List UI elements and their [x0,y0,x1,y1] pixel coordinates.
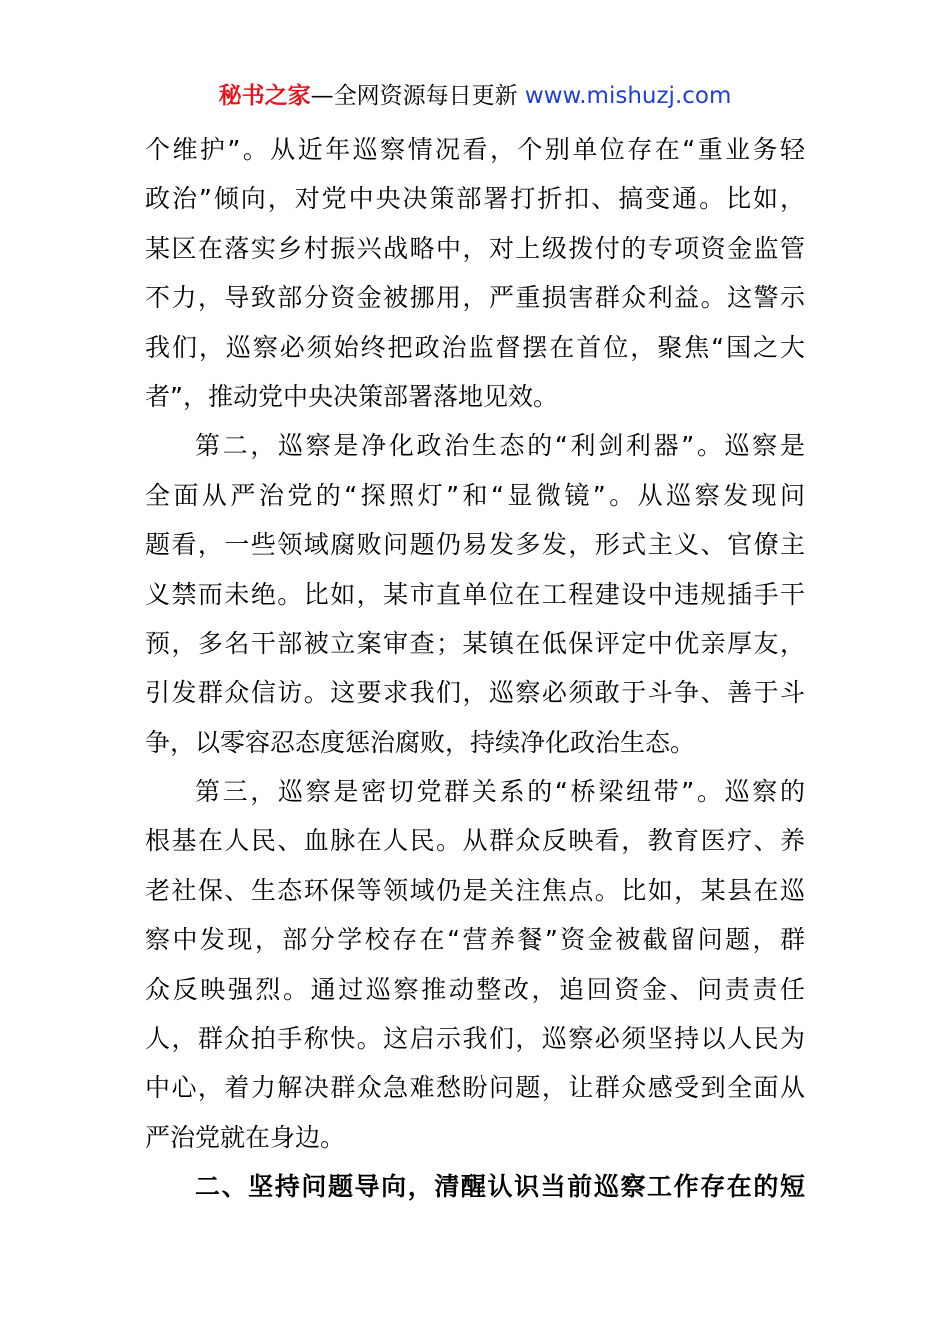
text-line: 根基在人民、血脉在人民。从群众反映看，教育医疗、养 [145,826,805,856]
text-line: 老社保、生态环保等领域仍是关注焦点。比如，某县在巡 [145,875,805,905]
text-line: 义禁而未绝。比如，某市直单位在工程建设中违规插手干 [145,579,805,609]
text-line: 不力，导致部分资金被挪用，严重损害群众利益。这警示 [145,283,805,313]
text-line: 察中发现，部分学校存在“营养餐”资金被截留问题，群 [145,925,805,955]
header-tagline: —全网资源每日更新 [310,83,518,109]
heading-line: 二、坚持问题导向，清醒认识当前巡察工作存在的短 [195,1172,805,1202]
paragraph-third-point [145,767,805,1162]
paragraph-second-point [145,421,805,767]
text-line: 政治”倾向，对党中央决策部署打折扣、搞变通。比如， [145,184,805,214]
text-line: 题看，一些领域腐败问题仍易发多发，形式主义、官僚主 [145,530,805,560]
text-line: 某区在落实乡村振兴战略中，对上级拨付的专项资金监管 [145,233,805,263]
text-line: 第二，巡察是净化政治生态的“利剑利器”。巡察是 [195,431,805,461]
text-line: 者”，推动党中央决策部署落地见效。 [145,381,558,411]
text-line: 中心，着力解决群众急难愁盼问题，让群众感受到全面从 [145,1073,805,1103]
text-line: 引发群众信访。这要求我们，巡察必须敢于斗争、善于斗 [145,678,805,708]
text-line: 全面从严治党的“探照灯”和“显微镜”。从巡察发现问 [145,480,805,510]
site-url-link[interactable]: www.mishuzj.com [524,83,732,109]
text-line: 个维护”。从近年巡察情况看，个别单位存在“重业务轻 [145,135,805,164]
text-line: 争，以零容忍态度惩治腐败，持续净化政治生态。 [145,727,696,757]
text-line: 我们，巡察必须始终把政治监督摆在首位，聚焦“国之大 [145,332,805,362]
text-line: 众反映强烈。通过巡察推动整改，追回资金、问责责任 [145,974,805,1004]
paragraph-continuation [145,125,805,421]
text-line: 第三，巡察是密切党群关系的“桥梁纽带”。巡察的 [195,777,805,807]
text-line: 人，群众拍手称快。这启示我们，巡察必须坚持以人民为 [145,1024,805,1054]
document-body [145,125,805,1212]
brand-name: 秘书之家 [218,83,311,109]
text-line: 严治党就在身边。 [145,1122,346,1152]
site-header [0,78,950,114]
section-heading [145,1162,805,1211]
text-line: 预，多名干部被立案审查；某镇在低保评定中优亲厚友， [145,628,805,658]
